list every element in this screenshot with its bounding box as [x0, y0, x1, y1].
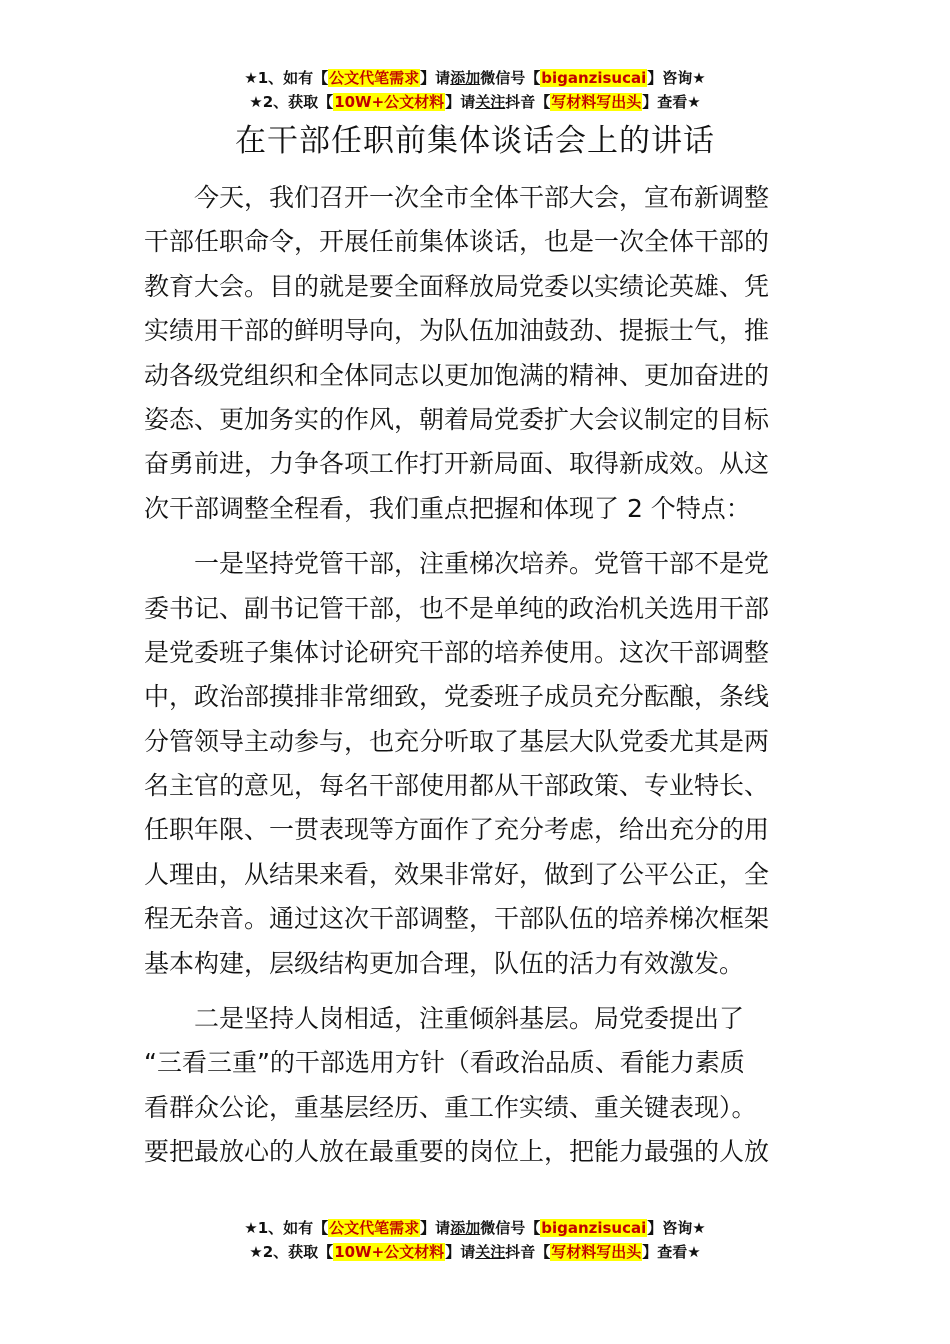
paragraph-line: 动各级党组织和全体同志以更加饱满的精神、更加奋进的 — [144, 360, 770, 390]
header-banner — [0, 66, 950, 114]
header-line1-suffix: 】咨询★ — [647, 69, 706, 87]
paragraph-line: 委书记、副书记管干部，也不是单纯的政治机关选用干部 — [144, 593, 770, 623]
footer-line1-mid2: 微信号【 — [480, 1219, 541, 1237]
header-line2-prefix: ★2、获取【 — [249, 93, 334, 111]
footer-line1-underlined: 添加 — [450, 1219, 481, 1237]
paragraph-line: 一是坚持党管干部，注重梯次培养。党管干部不是党 — [144, 549, 770, 579]
header-line1-highlight-wechat-id: biganzisucai — [541, 69, 647, 87]
header-line2-underlined: 关注 — [475, 93, 506, 111]
paragraph-line: 干部任职命令，开展任前集体谈话，也是一次全体干部的 — [144, 227, 770, 257]
header-line2-mid: 】请 — [445, 93, 476, 111]
footer-banner-line-2 — [0, 1240, 950, 1264]
paragraph-line: 看群众公论，重基层经历、重工作实绩、重关键表现）。 — [144, 1092, 757, 1122]
header-line1-mid: 】请 — [420, 69, 451, 87]
paragraph-line: 奋勇前进，力争各项工作打开新局面、取得新成效。从这 — [144, 449, 770, 479]
header-line2-mid2: 抖音【 — [505, 93, 551, 111]
paragraph-line: 次干部调整全程看，我们重点把握和体现了 2 个特点： — [144, 493, 751, 523]
paragraph-line: 今天，我们召开一次全市全体干部大会，宣布新调整 — [144, 183, 770, 212]
paragraph-line: 基本构建，层级结构更加合理，队伍的活力有效激发。 — [144, 948, 745, 978]
paragraph-line: 教育大会。目的就是要全面释放局党委以实绩论英雄、凭 — [144, 271, 770, 301]
header-line1-underlined: 添加 — [450, 69, 481, 87]
header-line1-mid2: 微信号【 — [480, 69, 541, 87]
header-line2-highlight-douyin-account: 写材料写出头 — [551, 93, 642, 111]
paragraph-line: “三看三重”的干部选用方针（看政治品质、看能力素质 — [144, 1048, 745, 1078]
paragraph-1 — [144, 176, 808, 531]
paragraph-line: 实绩用干部的鲜明导向，为队伍加油鼓劲、提振士气，推 — [144, 316, 770, 346]
footer-line2-underlined: 关注 — [475, 1243, 506, 1261]
footer-line2-highlight-douyin-account: 写材料写出头 — [551, 1243, 642, 1261]
footer-line2-prefix: ★2、获取【 — [249, 1243, 334, 1261]
footer-banner — [0, 1216, 950, 1264]
paragraph-line: 名主官的意见，每名干部使用都从干部政策、专业特长、 — [144, 771, 770, 801]
paragraph-line: 二是坚持人岗相适，注重倾斜基层。局党委提出了 — [144, 1004, 745, 1034]
footer-line2-highlight-materials: 10W+公文材料 — [334, 1243, 445, 1261]
paragraph-2 — [144, 542, 808, 986]
footer-line1-suffix: 】咨询★ — [647, 1219, 706, 1237]
footer-line1-highlight-service: 公文代笔需求 — [329, 1219, 420, 1237]
paragraph-line: 人理由，从结果来看，效果非常好，做到了公平公正，全 — [144, 859, 770, 889]
header-banner-line-2 — [0, 90, 950, 114]
paragraph-line: 分管领导主动参与，也充分听取了基层大队党委尤其是两 — [144, 726, 770, 756]
header-banner-line-1 — [0, 66, 950, 90]
footer-line2-suffix: 】查看★ — [642, 1243, 701, 1261]
footer-banner-line-1 — [0, 1216, 950, 1240]
footer-line2-mid: 】请 — [445, 1243, 476, 1261]
footer-line1-highlight-wechat-id: biganzisucai — [541, 1219, 647, 1237]
paragraph-3 — [144, 997, 808, 1175]
header-line1-highlight-service: 公文代笔需求 — [329, 69, 420, 87]
paragraph-line: 任职年限、一贯表现等方面作了充分考虑，给出充分的用 — [144, 815, 770, 845]
paragraph-line: 中，政治部摸排非常细致，党委班子成员充分酝酿，条线 — [144, 682, 770, 712]
paragraph-line: 姿态、更加务实的作风，朝着局党委扩大会议制定的目标 — [144, 404, 770, 434]
header-line2-suffix: 】查看★ — [642, 93, 701, 111]
footer-line1-mid: 】请 — [420, 1219, 451, 1237]
header-line1-prefix: ★1、如有【 — [244, 69, 329, 87]
footer-line2-mid2: 抖音【 — [505, 1243, 551, 1261]
footer-line1-prefix: ★1、如有【 — [244, 1219, 329, 1237]
paragraph-line: 程无杂音。通过这次干部调整，干部队伍的培养梯次框架 — [144, 904, 770, 934]
document-title: 在干部任职前集体谈话会上的讲话 — [235, 123, 715, 159]
document-body — [144, 176, 808, 1186]
paragraph-line: 要把最放心的人放在最重要的岗位上，把能力最强的人放 — [144, 1137, 770, 1167]
header-line2-highlight-materials: 10W+公文材料 — [334, 93, 445, 111]
paragraph-line: 是党委班子集体讨论研究干部的培养使用。这次干部调整 — [144, 637, 770, 667]
